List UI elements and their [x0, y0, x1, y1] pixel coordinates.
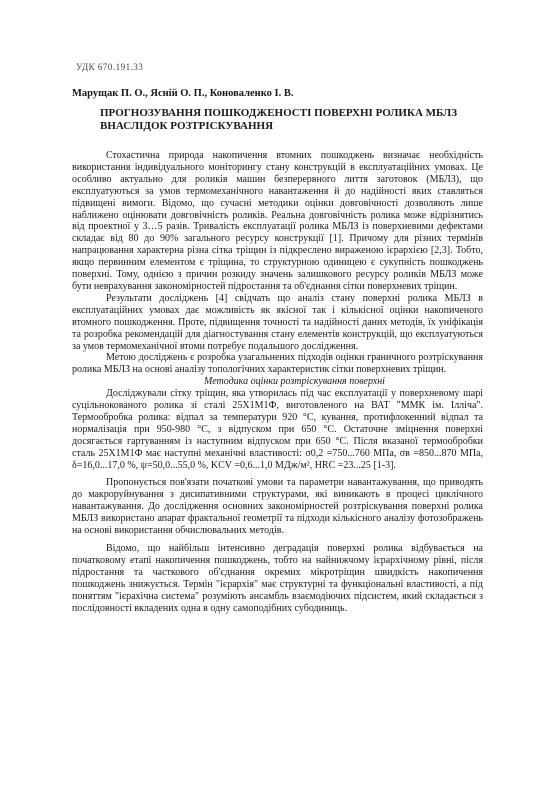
- paragraph-proposal: Пропонується пов'язати початкові умови та параметри навантажування, що приводять до макроруйнування з дисипативними структурами, які виникають в процесі циклічного навантажування. До дослідження основних закономірностей розтріскування поверхні ролика МБЛЗ використано апарат фрактальної геометрії та підходи кількісного аналізу фотозображень на основі використання обчислювальних методів.: [72, 477, 483, 537]
- paper-title: ПРОГНОЗУВАННЯ ПОШКОДЖЕНОСТІ ПОВЕРХНІ РОЛИКА МБЛЗ ВНАСЛІДОК РОЗТРІСКУВАННЯ: [100, 107, 458, 132]
- authors-line: Марущак П. О., Ясній О. П., Коноваленко І. В.: [72, 88, 294, 99]
- paragraph-aim: Метою досліджень є розробка узагальнених підходів оцінки граничного розтріскування ролика МБЛЗ на основі аналізу топологічних характеристик сітки поверхневих тріщин.: [72, 352, 483, 376]
- paragraph-intro: Стохастична природа накопичення втомних пошкоджень визначає необхідність використання індивідуального моніторингу стану конструкцій в експлуатаційних умовах. Це особливо актуально для роликів машин безперервного лиття заготовок (МБЛЗ), що експлуатуються за умов термомеханічного навантаження й до надійності яких ставляться підвищені вимоги. Відомо, що сучасні методики оцінки довговічності дозволяють лише наближено оцінювати довговічність роликів. Реальна довговічність ролика може відрізнятись від проектної у 3…5 разів. Тривалість експлуатації ролика МБЛЗ із поверхневими дефектами складає від 80 до 90% загального ресурсу конструкції [1]. Причому для різних термінів напрацювання характерна різна сітка тріщин із підкреслено вираженою ієрархією [2,3]. Тобто, якщо первинним елементом є тріщина, то структурною одиницею є сукупність пошкоджень поверхні. Тому, однією з причин розкиду значень залишкового ресурсу роликів МБЛЗ може бути неврахування закономірностей підростання та об'єднання сітки поверхневих тріщин.: [72, 150, 483, 292]
- paragraph-results: Результати досліджень [4] свідчать що аналіз стану поверхні ролика МБЛЗ в експлуатаційних умовах дає можливість як якісної так і кількісної оцінки накопиченого втомного пошкодження. Проте, підвищення точності та надійності даних методів, їх уніфікація та розробка рекомендацій для діагностування стану елементів конструкцій, що експлуатуються за умов термомеханічної втоми потребує подальшого дослідження.: [72, 292, 483, 352]
- paragraph-hierarchy: Відомо, що найбільш інтенсивно деградація поверхні ролика відбувається на початковому етапі накопичення пошкоджень, тобто на найнижчому ієрархічному рівні, після підростання та часткового об'єднання окремих мікротріщин швидкість накопичення пошкоджень знижується. Термін "ієрархія" має структурні та функціональні властивості, а під поняттям "ієрахічна система" розуміють ансамбль взаємодіючих підсистем, який складається з послідовності вкладених одна в одну самоподібних субодиниць.: [72, 543, 483, 614]
- section-subheading: Методика оцінки розтріскування поверхні: [204, 376, 385, 388]
- paragraph-method: Досліджували сітку тріщин, яка утворилась під час експлуатації у поверхневому шарі суцільнокованого ролика зі сталі 25Х1М1Ф, виготовленого на ВАТ "ММК ім. Ілліча". Термообробка ролика: відпал за температури 920 °С, кування, протифлокенний відпал та нормалізація при 950-980 °С, з відпуском при 650 °С. Остаточне зміцнення поверхні досягається гартуванням із наступним відпуском при 650 °С. Після вказаної термообробки сталь 25Х1М1Ф має наступні механічні властивості: σ0,2 =750...760 МПа, σв =850...870 МПа, δ=16,0...17,0 %, ψ=50,0...55,0 %, KCV =0,6...1,0 МДж/м², HRC =23...25 [1-3].: [72, 388, 483, 471]
- paper-body: [72, 150, 483, 614]
- udk-code: УДК 670.191.33: [76, 62, 144, 72]
